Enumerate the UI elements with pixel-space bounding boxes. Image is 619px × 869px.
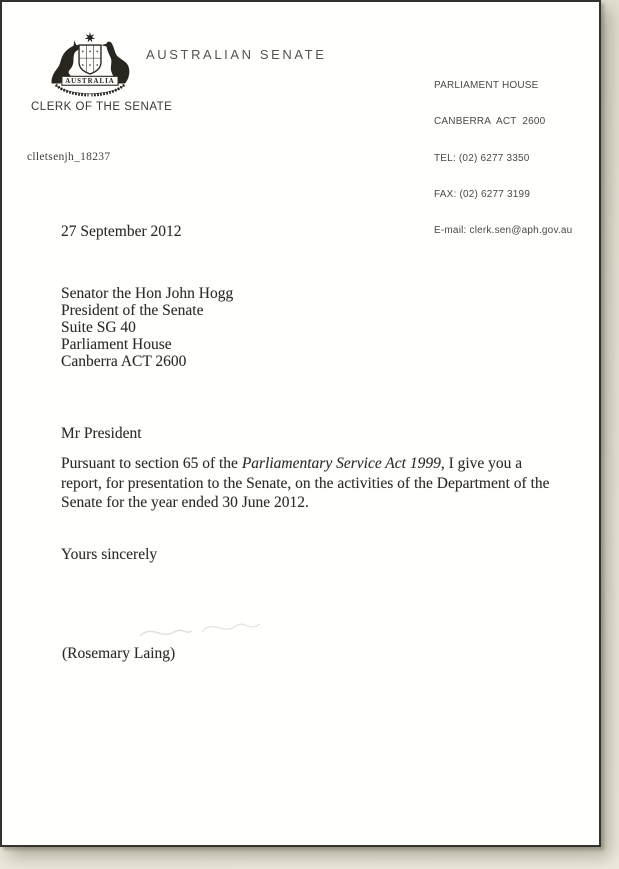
salutation: Mr President — [61, 425, 142, 442]
contact-tel: TEL: (02) 6277 3350 — [434, 152, 530, 164]
organization-title: AUSTRALIAN SENATE — [146, 47, 327, 62]
act-title-italic: Parliamentary Service Act 1999 — [241, 455, 441, 472]
signatory-name: (Rosemary Laing) — [62, 645, 176, 662]
banner-label: AUSTRALIA — [65, 78, 115, 86]
file-reference: clletsenjh_18237 — [27, 151, 111, 163]
wreath-icon — [56, 85, 125, 95]
contact-address-line2: CANBERRA ACT 2600 — [434, 116, 546, 128]
contact-email: E-mail: clerk.sen@aph.gov.au — [434, 225, 573, 237]
recipient-title: President of the Senate — [61, 302, 204, 319]
australia-banner — [58, 76, 121, 85]
signature-faint-mark — [132, 602, 312, 648]
body-line-1: Pursuant to section 65 of the Parliamentary Service Act 1999, I give you a — [61, 455, 523, 472]
australian-coat-of-arms-icon — [42, 30, 138, 100]
body-line-3: Senate for the year ended 30 June 2012. — [61, 494, 309, 512]
commonwealth-star-icon — [85, 32, 96, 42]
recipient-suite: Suite SG 40 — [61, 319, 136, 336]
contact-block — [434, 56, 572, 262]
office-title: CLERK OF THE SENATE — [31, 101, 173, 113]
closing-phrase: Yours sincerely — [61, 546, 158, 563]
contact-fax: FAX: (02) 6277 3199 — [434, 189, 531, 201]
letter-body — [61, 454, 577, 513]
body-line-2: report, for presentation to the Senate, on the activities of the Department of the — [61, 474, 550, 492]
recipient-building: Parliament House — [61, 336, 172, 353]
contact-address-line1: PARLIAMENT HOUSE — [434, 80, 539, 92]
recipient-city: Canberra ACT 2600 — [61, 353, 187, 370]
recipient-address-block — [61, 285, 233, 370]
shield-icon — [79, 45, 101, 74]
recipient-name: Senator the Hon John Hogg — [61, 285, 234, 302]
letter-date: 27 September 2012 — [61, 223, 182, 240]
